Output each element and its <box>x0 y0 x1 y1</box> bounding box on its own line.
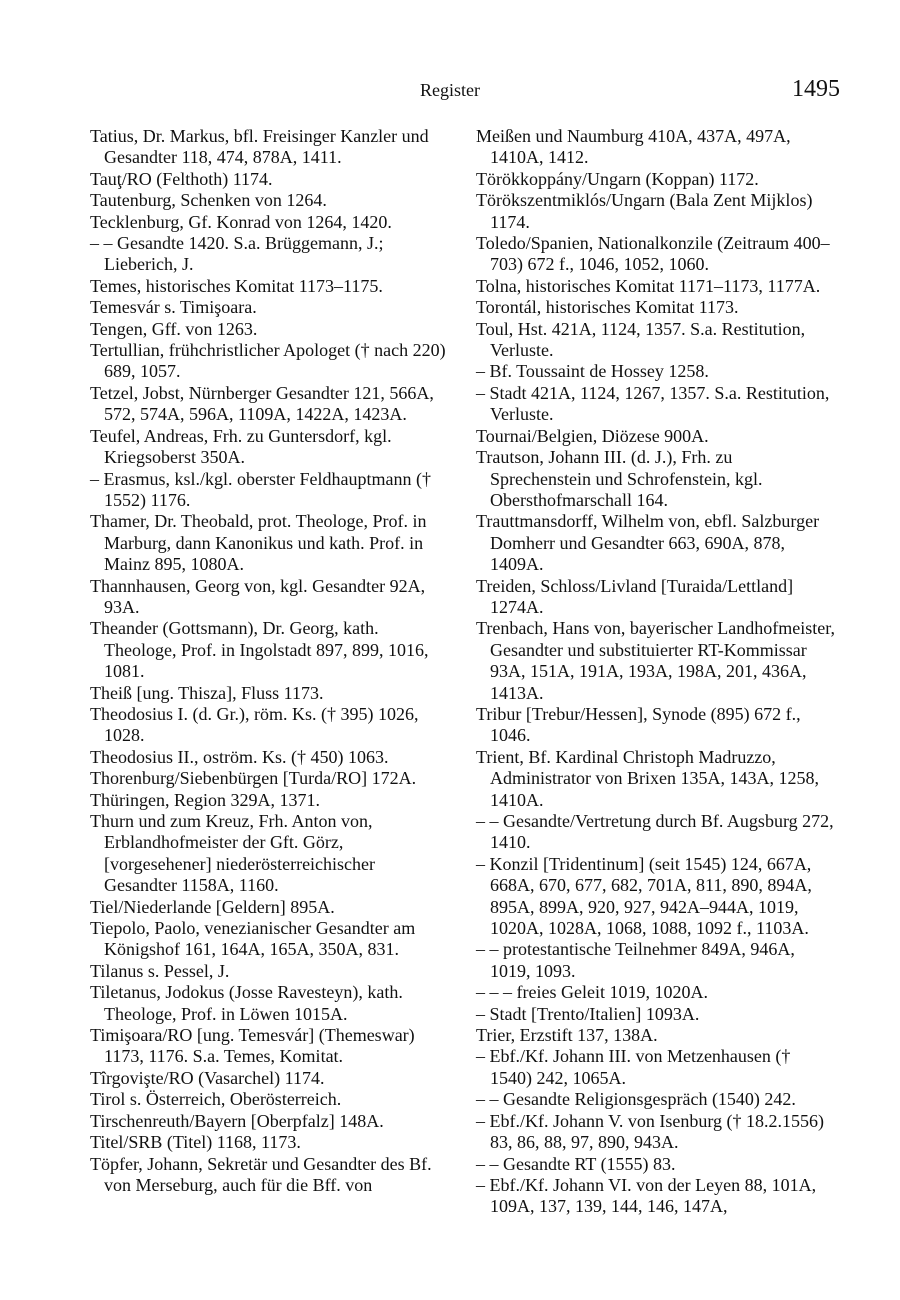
index-entry: Tilanus s. Pessel, J. <box>90 960 230 981</box>
index-entry: Tautenburg, Schenken von 1264. <box>90 190 327 211</box>
index-column-right <box>476 126 836 1218</box>
index-entry: Thüringen, Region 329A, 1371. <box>90 789 320 810</box>
index-entry: – – Gesandte/Vertretung durch Bf. Augsburg 272, 1410. <box>476 811 834 853</box>
index-entry: Toledo/Spanien, Nationalkonzile (Zeitraum 400–703) 672 f., 1046, 1052, 1060. <box>476 233 830 275</box>
index-entry: Tecklenburg, Gf. Konrad von 1264, 1420. <box>90 211 392 232</box>
index-entry: Tertullian, frühchristlicher Apologet († nach 220) 689, 1057. <box>90 340 446 382</box>
index-entry: Timişoara/RO [ung. Temesvár] (Themeswar) 1173, 1176. S.a. Temes, Komitat. <box>90 1025 415 1067</box>
index-entry: – – protestantische Teilnehmer 849A, 946A, 1019, 1093. <box>476 939 795 981</box>
index-entry: Tournai/Belgien, Diözese 900A. <box>476 425 709 446</box>
index-entry: Törökszentmiklós/Ungarn (Bala Zent Mijklos) 1174. <box>476 190 813 232</box>
index-entry: Tiletanus, Jodokus (Josse Ravesteyn), kath. Theologe, Prof. in Löwen 1015A. <box>90 982 403 1024</box>
index-entry: Trient, Bf. Kardinal Christoph Madruzzo, Administrator von Brixen 135A, 143A, 1258, 1410A. <box>476 746 819 810</box>
index-entry: Töpfer, Johann, Sekretär und Gesandter des Bf. von Merseburg, auch für die Bff. von <box>90 1153 432 1195</box>
index-entry: Tetzel, Jobst, Nürnberger Gesandter 121, 566A, 572, 574A, 596A, 1109A, 1422A, 1423A. <box>90 382 434 425</box>
index-entry: – Konzil [Tridentinum] (seit 1545) 124, 667A, 668A, 670, 677, 682, 701A, 811, 890, 894A, 895A, 899A, 920, 927, 942A–944A, 1019, 1020A, 1028A, 1068, 1088, 1092 f., 1103A. <box>476 853 812 939</box>
index-entry: Titel/SRB (Titel) 1168, 1173. <box>90 1132 301 1153</box>
index-entry: Theodosius I. (d. Gr.), röm. Ks. († 395) 1026, 1028. <box>90 703 419 746</box>
index-entry: – – Gesandte 1420. S.a. Brüggemann, J.; Lieberich, J. <box>90 233 384 275</box>
index-column-left <box>90 126 450 1196</box>
index-entry: Tirol s. Österreich, Oberösterreich. <box>90 1089 342 1110</box>
index-entry: – Bf. Toussaint de Hossey 1258. <box>476 361 709 382</box>
index-entry: Trenbach, Hans von, bayerischer Landhofmeister, Gesandter und substituierter RT-Kommissar 93A, 151A, 191A, 193A, 198A, 201, 436A, 1413A. <box>476 618 836 703</box>
index-entry: Tengen, Gff. von 1263. <box>90 318 258 339</box>
page-number: 1495 <box>792 76 840 102</box>
index-entry: Törökkoppány/Ungarn (Koppan) 1172. <box>476 168 759 189</box>
index-entry: Trier, Erzstift 137, 138A. <box>476 1025 658 1046</box>
index-entry: Thorenburg/Siebenbürgen [Turda/RO] 172A. <box>90 768 417 789</box>
index-entry: – – – freies Geleit 1019, 1020A. <box>476 982 708 1003</box>
index-entry: Thurn und zum Kreuz, Frh. Anton von, Erblandhofmeister der Gft. Görz, [vorgesehener] niederösterreichischer Gesandter 1158A, 1160. <box>90 811 376 896</box>
index-entry: Tribur [Trebur/Hessen], Synode (895) 672 f., 1046. <box>476 703 801 746</box>
index-entry: Thannhausen, Georg von, kgl. Gesandter 92A, 93A. <box>90 575 426 617</box>
index-entry: – Erasmus, ksl./kgl. oberster Feldhauptmann († 1552) 1176. <box>90 468 431 510</box>
index-entry: – Ebf./Kf. Johann V. von Isenburg († 18.2.1556) 83, 86, 88, 97, 890, 943A. <box>476 1110 824 1153</box>
index-entry: – Ebf./Kf. Johann III. von Metzenhausen († 1540) 242, 1065A. <box>476 1046 791 1088</box>
index-entry: Temes, historisches Komitat 1173–1175. <box>90 275 383 296</box>
index-entry: Tolna, historisches Komitat 1171–1173, 1177A. <box>476 275 821 296</box>
header-title: Register <box>420 80 480 100</box>
index-entry: Tîrgovişte/RO (Vasarchel) 1174. <box>90 1067 325 1088</box>
index-entry: Thamer, Dr. Theobald, prot. Theologe, Prof. in Marburg, dann Kanonikus und kath. Prof. in Mainz 895, 1080A. <box>90 511 427 575</box>
index-entry: Temesvár s. Timişoara. <box>90 297 257 318</box>
index-entry: Trautson, Johann III. (d. J.), Frh. zu Sprechenstein und Schrofenstein, kgl. Obersthofmarschall 164. <box>476 447 763 510</box>
index-entry: – Stadt [Trento/Italien] 1093A. <box>476 1003 700 1024</box>
index-entry: Theodosius II., oström. Ks. († 450) 1063. <box>90 746 389 767</box>
index-entry: Tauţ/RO (Felthoth) 1174. <box>90 168 273 189</box>
index-entry: – Ebf./Kf. Johann VI. von der Leyen 88, 101A, 109A, 137, 139, 144, 146, 147A, <box>476 1174 817 1217</box>
index-entry: – – Gesandte RT (1555) 83. <box>476 1153 676 1174</box>
index-entry: Tiepolo, Paolo, venezianischer Gesandter am Königshof 161, 164A, 165A, 350A, 831. <box>90 918 416 960</box>
index-entry: Trauttmansdorff, Wilhelm von, ebfl. Salzburger Domherr und Gesandter 663, 690A, 878, 1409A. <box>476 511 820 575</box>
index-entry: Toul, Hst. 421A, 1124, 1357. S.a. Restitution, Verluste. <box>476 318 806 361</box>
index-entry: Treiden, Schloss/Livland [Turaida/Lettland] 1274A. <box>476 575 794 617</box>
index-entry: – Stadt 421A, 1124, 1267, 1357. S.a. Restitution, Verluste. <box>476 382 830 425</box>
index-entry: Tirschenreuth/Bayern [Oberpfalz] 148A. <box>90 1110 384 1131</box>
index-entry: Tiel/Niederlande [Geldern] 895A. <box>90 896 335 917</box>
index-entry: Torontál, historisches Komitat 1173. <box>476 297 739 318</box>
index-entry: – – Gesandte Religionsgespräch (1540) 242. <box>476 1089 796 1110</box>
index-entry: Tatius, Dr. Markus, bfl. Freisinger Kanzler und Gesandter 118, 474, 878A, 1411. <box>90 126 429 168</box>
index-entry: Meißen und Naumburg 410A, 437A, 497A, 1410A, 1412. <box>476 126 791 168</box>
index-entry: Teufel, Andreas, Frh. zu Guntersdorf, kgl. Kriegsoberst 350A. <box>90 425 392 468</box>
index-entry: Theander (Gottsmann), Dr. Georg, kath. Theologe, Prof. in Ingolstadt 897, 899, 1016, 1081. <box>90 618 429 682</box>
index-entry: Theiß [ung. Thisza], Fluss 1173. <box>90 682 324 703</box>
